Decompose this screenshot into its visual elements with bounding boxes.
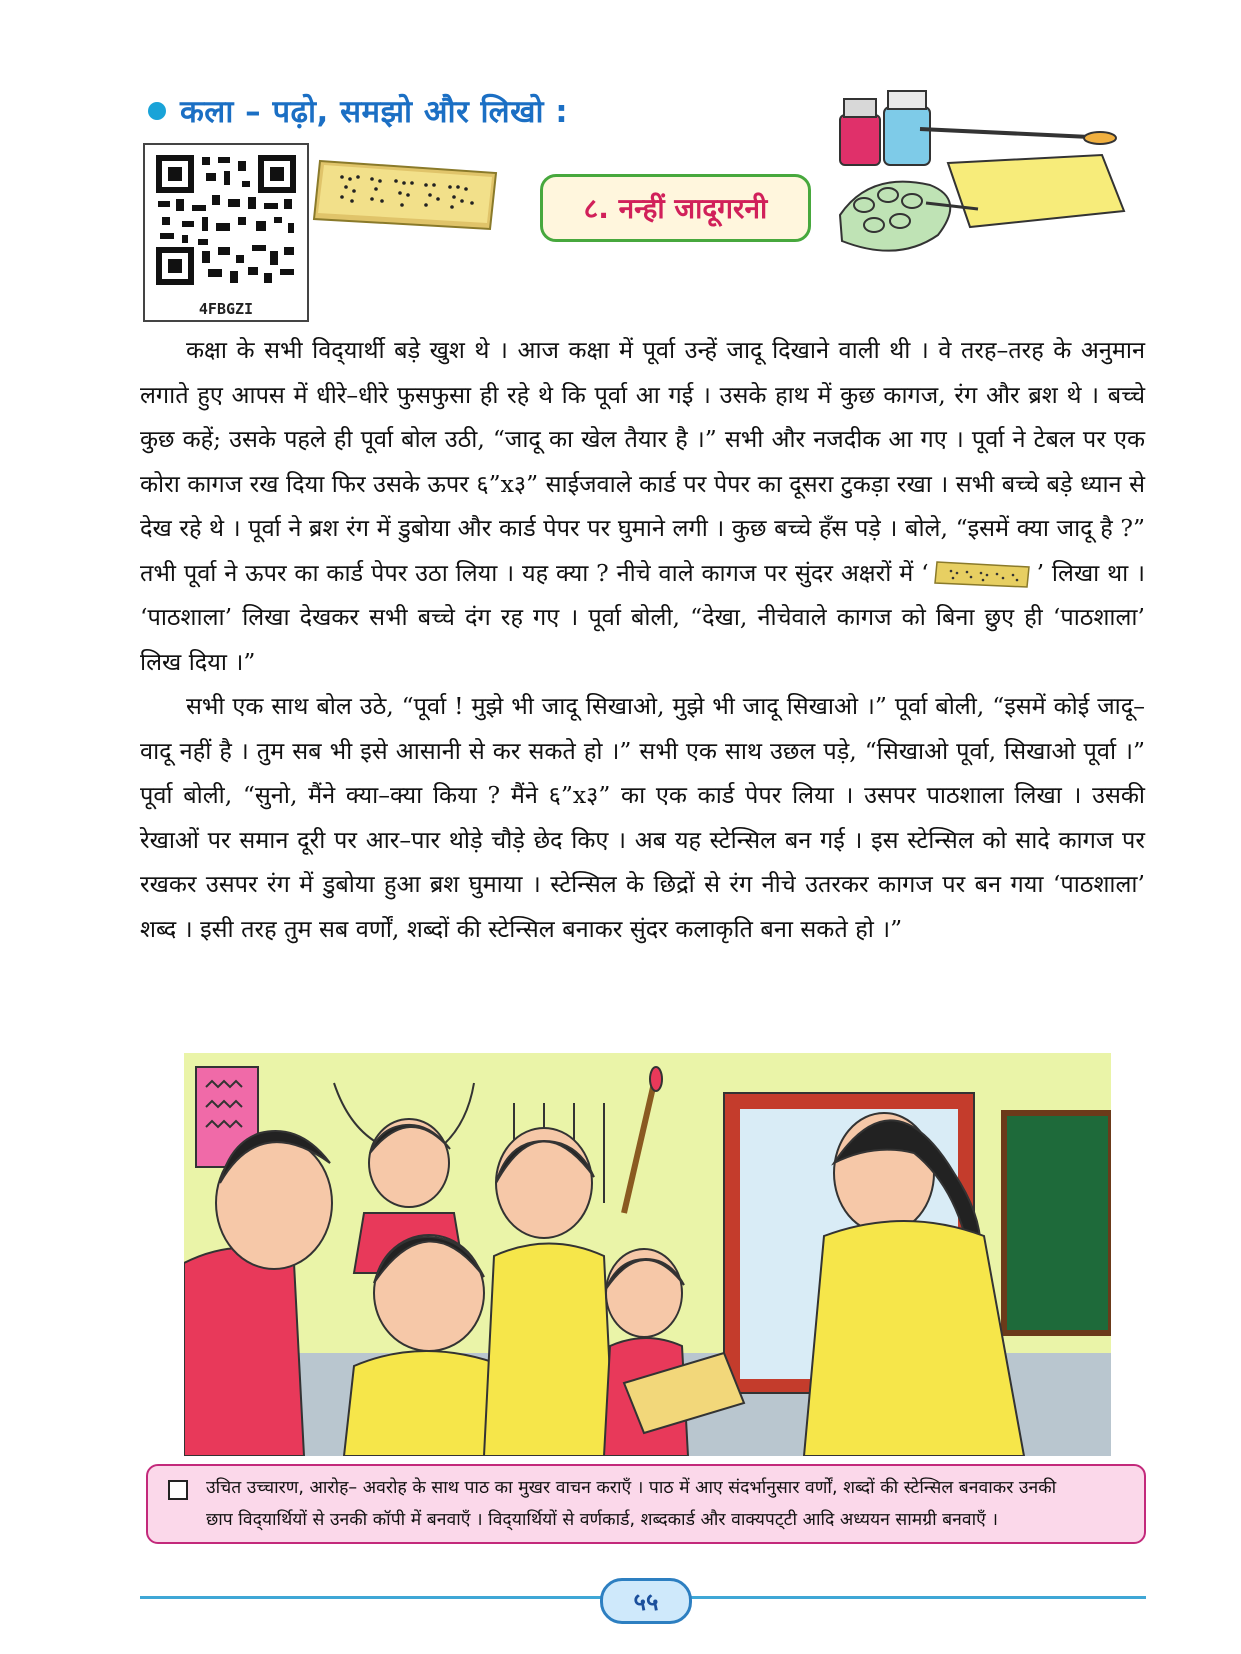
teacher-note-line-1: उचित उच्चारण, आरोह– अवरोह के साथ पाठ का मुखर वाचन कराएँ । पाठ में आए संदर्भानुसार वर्णों, शब्दों की स्टेन्सिल बनवाकर उनकी xyxy=(206,1478,1057,1498)
lesson-title-box xyxy=(540,174,811,242)
classroom-illustration xyxy=(184,1053,1111,1456)
teacher-note-line-2: छाप विद्‌यार्थियों से उनकी कॉपी में बनवाएँ । विद्‌यार्थियों से वर्णकार्ड, शब्दकार्ड और वाक्यपट्‌टी आदि अध्ययन सामग्री बनवाएँ । xyxy=(206,1510,999,1530)
qr-code-icon xyxy=(152,151,300,289)
story-text xyxy=(140,328,1145,951)
inline-stencil-icon xyxy=(933,559,1033,589)
stencil-card-image xyxy=(312,155,504,233)
story-paragraph-1-end: ’ लिखा था । ‘पाठशाला’ लिखा देखकर सभी बच्चे दंग रह गए । पूर्वा बोली, “देखा, नीचेवाले कागज को बिना छुए ही ‘पाठशाला’ लिख दिया ।” xyxy=(140,558,1146,676)
story-paragraph-1 xyxy=(140,328,1145,684)
checkbox-icon xyxy=(168,1480,188,1500)
art-supplies-image xyxy=(830,85,1130,255)
section-title: कला – पढ़ो, समझो और लिखो : xyxy=(180,94,569,130)
qr-code-label: 4FBGZI xyxy=(198,300,254,318)
lesson-title: ८. नन्हीं जादूगरनी xyxy=(583,192,768,225)
story-paragraph-1-start: कक्षा के सभी विद्‌यार्थी बड़े खुश थे । आज कक्षा में पूर्वा उन्हें जादू दिखाने वाली थी । वे तरह–तरह के अनुमान लगाते हुए आपस में धीरे–धीरे फुसफुसा ही रहे थे कि पूर्वा आ गई । उसके हाथ में कुछ कागज, रंग और ब्रश थे । बच्चे कुछ कहें; उसके पहले ही पूर्वा बोल उठी, “जादू का खेल तैयार है ।” सभी और नजदीक आ गए । पूर्वा ने टेबल पर एक कोरा कागज रख दिया फिर उसके ऊपर ६”x३” साईजवाले कार्ड पर पेपर का दूसरा टुकड़ा रखा । सभी बच्चे बड़े ध्यान से देख रहे थे । पूर्वा ने ब्रश रंग में डुबोया और कार्ड पेपर पर घुमाने लगी । कुछ बच्चे हँस पड़े । बोले, “इसमें क्या जादू है ?” तभी पूर्वा ने ऊपर का कार्ड पेपर उठा लिया । यह क्या ? नीचे वाले कागज पर सुंदर अक्षरों में ‘ xyxy=(140,336,1145,587)
teacher-note-box xyxy=(146,1464,1146,1544)
story-paragraph-2: सभी एक साथ बोल उठे, “पूर्वा ! मुझे भी जादू सिखाओ, मुझे भी जादू सिखाओ ।” पूर्वा बोली, “इसमें कोई जादू–वादू नहीं है । तुम सब भी इसे आसानी से कर सकते हो ।” सभी एक साथ उछल पड़े, “सिखाओ पूर्वा, सिखाओ पूर्वा ।” पूर्वा बोली, “सुनो, मैंने क्या–क्या किया ? मैंने ६”x३” का एक कार्ड पेपर लिया । उसपर पाठशाला लिखा । उसकी रेखाओं पर समान दूरी पर आर–पार थोड़े चौड़े छेद किए । अब यह स्टेन्सिल बन गई । इस स्टेन्सिल को सादे कागज पर रखकर उसपर रंग में डुबोया हुआ ब्रश घुमाया । स्टेन्सिल के छिद्रों से रंग नीचे उतरकर कागज पर बन गया ‘पाठशाला’ शब्द । इसी तरह तुम सब वर्णों, शब्दों की स्टेन्सिल बनाकर सुंदर कलाकृति बना सकते हो ।” xyxy=(140,692,1145,943)
section-header xyxy=(148,90,568,132)
page-number: ५५ xyxy=(600,1578,692,1624)
bullet-icon xyxy=(148,102,166,120)
qr-code-image xyxy=(143,143,309,322)
